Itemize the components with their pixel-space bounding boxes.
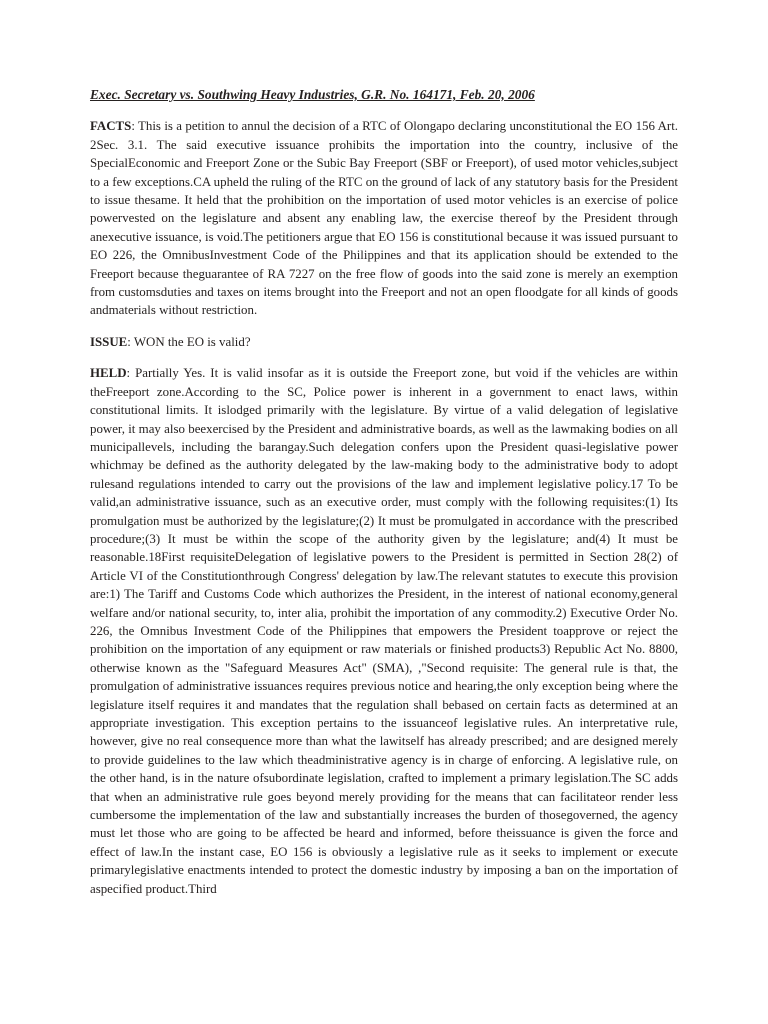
held-body: : Partially Yes. It is valid insofar as it is outside the Freeport zone, but void if the vehicles are within theFreeport zone.According to the SC, Police power is inherent in a government to enact laws, within constitutional limits. It islodged primarily with the legislature. By virtue of a valid delegation of legislative power, it may also beexercised by the President and administrative boards, as well as the lawmaking bodies on all municipallevels, including the barangay.Such delegation confers upon the President quasi-legislative power whichmay be defined as the authority delegated by the law-making body to the administrative body to adopt rulesand regulations intended to carry out the provisions of the law and implement legislative policy.17 To be valid,an administrative issuance, such as an executive order, must comply with the following requisites:(1) Its promulgation must be authorized by the legislature;(2) It must be promulgated in accordance with the prescribed procedure;(3) It must be within the scope of the authority given by the legislature; and(4) It must be reasonable.18First requisiteDelegation of legislative powers to the President is permitted in Section 28(2) of Article VI of the Constitutionthrough Congress' delegation by law.The relevant statutes to execute this provision are:1) The Tariff and Customs Code which authorizes the President, in the interest of national economy,general welfare and/or national security, to, inter alia, prohibit the importation of any commodity.2) Executive Order No. 226, the Omnibus Investment Code of the Philippines that empowers the President toapprove or reject the prohibition on the importation of any equipment or raw materials or finished products3) Republic Act No. 8800, otherwise known as the "Safeguard Measures Act" (SMA), ,"Second requisite: The general rule is that, the promulgation of administrative issuances requires previous notice and hearing,the only exception being where the legislature itself requires it and mandates that the regulation shall bebased on certain facts as determined at an appropriate investigation. This exception pertains to the issuanceof legislative rules. An interpretative rule, however, give no real consequence more than what the lawitself has already prescribed; and are designed merely to provide guidelines to the law which theadministrative agency is in charge of enforcing. A legislative rule, on the other hand, is in the nature ofsubordinate legislation, crafted to implement a primary legislation.The SC adds that when an administrative rule goes beyond merely providing for the means that can facilitateor render less cumbersome the implementation of the law and substantially increases the burden of thosegoverned, the agency must let those who are going to be affected be heard and informed, before theissuance is given the force and effect of law.In the instant case, EO 156 is obviously a legislative rule as it seeks to implement or execute primarylegislative enactments intended to protect the domestic industry by imposing a ban on the importation of aspecified product.Third — [90, 366, 678, 896]
document-title: Exec. Secretary vs. Southwing Heavy Industries, G.R. No. 164171, Feb. 20, 2006 — [90, 87, 535, 102]
held-label: HELD — [90, 366, 127, 381]
facts-section — [90, 117, 678, 319]
facts-body: : This is a petition to annul the decision of a RTC of Olongapo declaring unconstitutional the EO 156 Art. 2Sec. 3.1. The said executive issuance prohibits the importation into the country, inclusive of the SpecialEconomic and Freeport Zone or the Subic Bay Freeport (SBF or Freeport), of used motor vehicles,subject to a few exceptions.CA upheld the ruling of the RTC on the ground of lack of any statutory basis for the President to issue thesame. It held that the prohibition on the importation of used motor vehicles is an exercise of police powervested on the legislature and absent any enabling law, the exercise thereof by the President through anexecutive issuance, is void.The petitioners argue that EO 156 is constitutional because it was issued pursuant to EO 226, the OmnibusInvestment Code of the Philippines and that its application should be extended to the Freeport because theguarantee of RA 7227 on the free flow of goods into the said zone is merely an exemption from customsduties and taxes on items brought into the Freeport and not an open floodgate for all kinds of goods andmaterials without restriction. — [90, 119, 678, 318]
issue-section — [90, 333, 678, 351]
issue-body: : WON the EO is valid? — [127, 334, 251, 349]
facts-label: FACTS — [90, 119, 132, 134]
issue-label: ISSUE — [90, 334, 128, 349]
held-section — [90, 364, 678, 898]
